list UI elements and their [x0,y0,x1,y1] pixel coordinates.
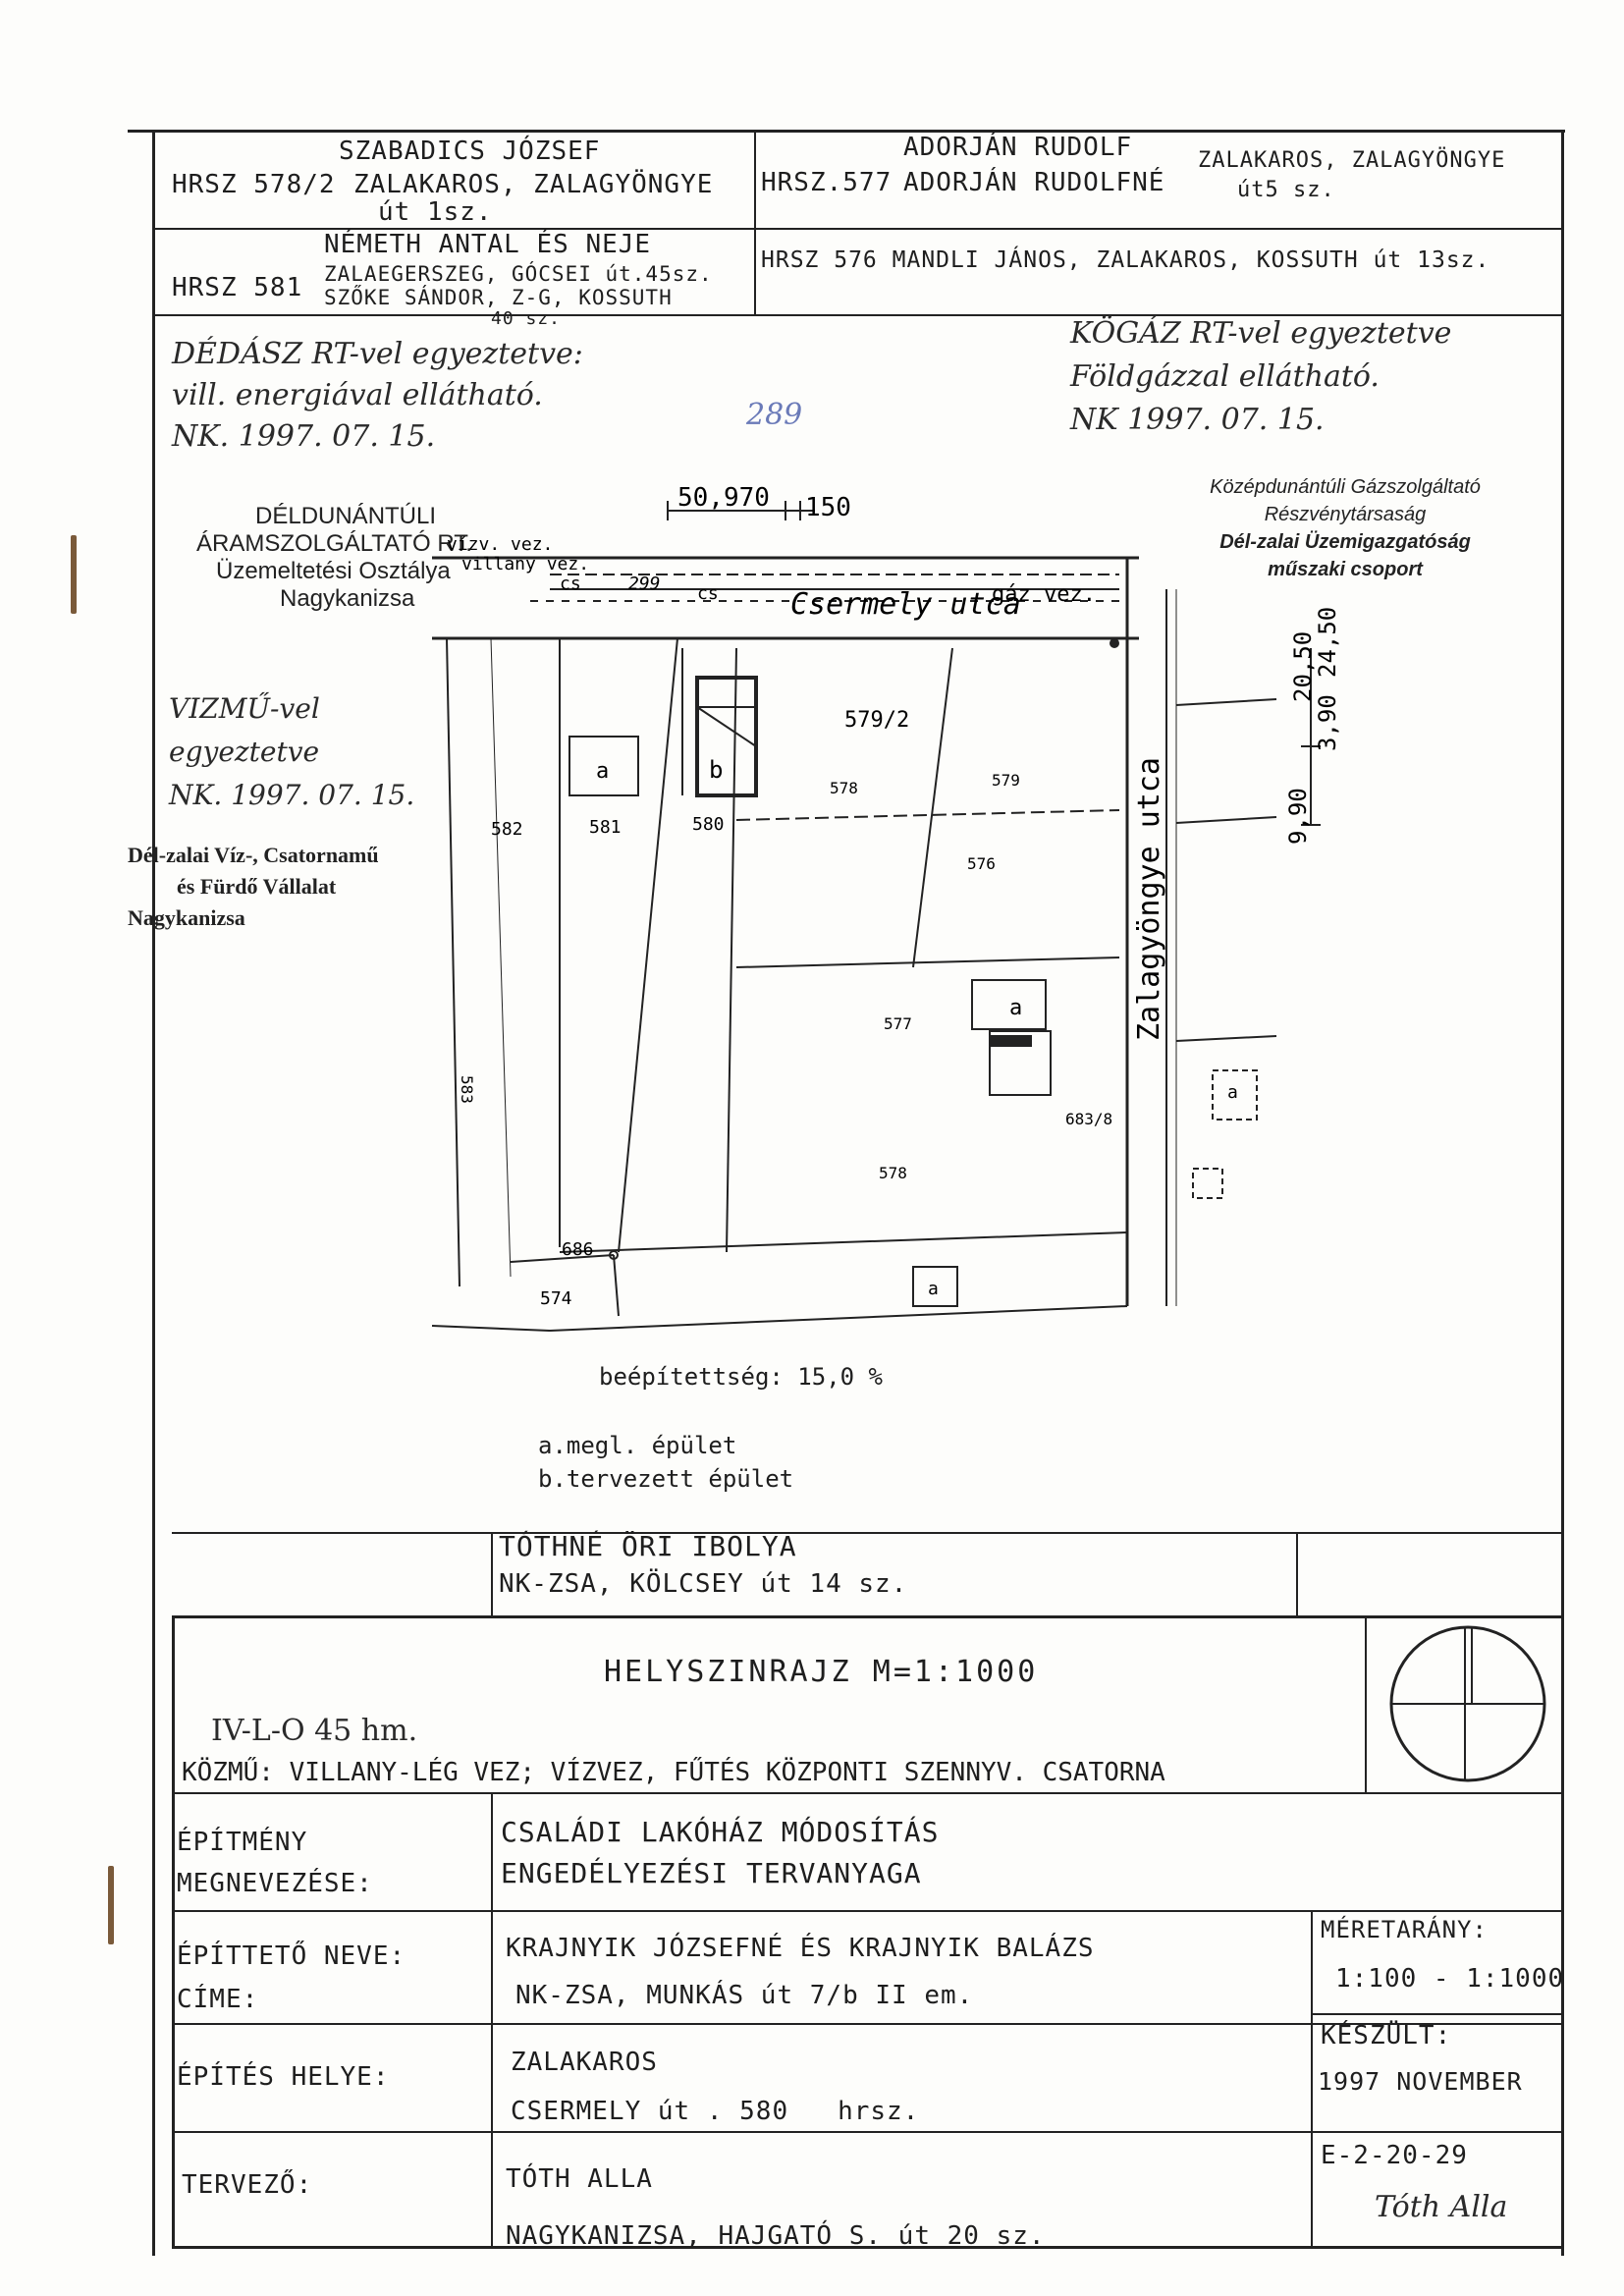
drawing-code: E-2-20-29 [1321,2141,1468,2170]
owner-line-3: SZŐKE SÁNDOR, Z-G, KOSSUTH [324,286,673,309]
designer-signature: Tóth Alla [1375,2190,1508,2224]
building-a-bottom: a [928,1279,939,1299]
kogaz-note: KÖGÁZ RT-vel egyeztetve Földgázzal ellátható. NK 1997. 07. 15. [1070,316,1452,437]
utility-cs-2: cs [697,583,719,604]
hrsz-label: HRSZ 581 [172,273,303,302]
building-b-label: b [709,756,724,784]
client-label: ÉPÍTTETŐ NEVE: CÍME: [177,1941,406,2014]
vizmu-note: VIZMŰ-vel egyeztetve NK. 1997. 07. 15. [169,692,415,811]
parcel-580: 580 [692,814,725,835]
parcel-579: 579 [992,771,1020,790]
address-2: út 1sz. [378,197,493,227]
site-label: ÉPÍTÉS HELYE: [177,2062,390,2092]
building-a-label: a [596,759,610,784]
building-label: ÉPÍTMÉNY MEGNEVEZÉSE: [177,1828,373,1898]
address-2: út5 sz. [1237,178,1335,202]
hrsz-label: HRSZ.577 [761,168,893,197]
street-top-label: Csermely utca [790,587,1021,622]
water-line-label: vízv. vez. [447,534,554,555]
owner-name: SZABADICS JÓZSEF [339,137,601,166]
address: ZALAKAROS, ZALAGYÖNGYE [353,170,714,199]
legend-existing: a.megl. épület [538,1432,737,1459]
address: ZALAKAROS, ZALAGYÖNGYE [1198,148,1506,173]
dim-top-right: 150 [805,493,851,522]
vertical-dim-4: 24,50 [1314,606,1341,678]
owner-2: ADORJÁN RUDOLFNÉ [903,168,1165,197]
parcel-578b: 578 [879,1164,907,1182]
binder-mark-bottom [108,1866,114,1944]
client-value: KRAJNYIK JÓZSEFNÉ ÉS KRAJNYIK BALÁZS NK-ZSA, MUNKÁS út 7/b II em. [506,1934,1095,2010]
owner-line-2: ZALAEGERSZEG, GÓCSEI út.45sz. [324,262,713,286]
gas-line-label: gáz vez. [992,582,1096,607]
parcel-583: 583 [458,1075,476,1104]
site-value: ZALAKAROS CSERMELY út . 580 hrsz. [511,2048,920,2126]
designer-label: TERVEZŐ: [182,2170,313,2200]
date-value: 1997 NOVEMBER [1318,2067,1523,2096]
parcel-576: 576 [967,854,996,873]
vertical-dim-2: 3,90 [1314,694,1341,751]
north-arrow-icon [1375,1620,1561,1787]
neighbor-owner: TÓTHNÉ ÖRI IBOLYA [499,1530,797,1562]
owner-text: HRSZ 576 MANDLI JÁNOS, ZALAKAROS, KOSSUTH út 13sz. [761,247,1490,273]
parcel-582: 582 [491,819,523,840]
parcel-578: 578 [830,779,858,797]
utilities-line: KÖZMŰ: VILLANY-LÉG VEZ; VÍZVEZ, FŰTÉS KÖZPONTI SZENNYV. CSATORNA [182,1758,1165,1787]
vertical-dim-3: 20,50 [1289,630,1317,702]
hrsz-label: HRSZ 578/2 [172,170,336,199]
plan-title: HELYSZINRAJZ M=1:1000 [604,1655,1039,1689]
deoasz-note: DÉDÁSZ RT-vel egyeztetve: vill. energiával ellátható. NK. 1997. 07. 15. [172,337,583,454]
neighbor-address: NK-ZSA, KÖLCSEY út 14 sz. [499,1569,908,1599]
building-a-right: a [1227,1082,1238,1103]
zone-code: IV-L-O 45 hm. [211,1714,418,1748]
parcel-683-8: 683/8 [1065,1110,1113,1128]
deldunantuli-stamp: DÉLDUNÁNTÚLI ÁRAMSZOLGÁLTATÓ RT. Üzemeltetési Osztálya Nagykanizsa [196,503,472,612]
viz-stamp: Dél-zalai Víz-, Csatornamű és Fürdő Vállalat Nagykanizsa [128,843,379,930]
owner-line-1: NÉMETH ANTAL ÉS NEJE [324,230,652,259]
parcel-579-2: 579/2 [844,708,910,733]
vertical-dim-1: 9,90 [1284,788,1312,845]
binder-mark-top [71,535,77,614]
building-value: CSALÁDI LAKÓHÁZ MÓDOSÍTÁS ENGEDÉLYEZÉSI TERVANYAGA [501,1816,940,1889]
dim-top: 50,970 [677,483,770,513]
scale-label: MÉRETARÁNY: [1321,1916,1488,1943]
gaz-stamp: Középdunántúli Gázszolgáltató Részvénytársaság Dél-zalai Üzemigazgatóság műszaki csoport [1210,476,1481,580]
scale-value: 1:100 - 1:1000 [1335,1964,1565,1994]
parcel-686: 686 [562,1239,594,1260]
building-a-577: a [1009,996,1023,1020]
parcel-577: 577 [884,1014,912,1033]
utility-299: 299 [628,574,661,594]
parcel-574: 574 [540,1288,572,1309]
date-label: KÉSZÜLT: [1321,2021,1452,2050]
street-right-label: Zalagyöngye utca [1132,757,1166,1041]
blue-number: 289 [746,398,803,432]
legend-planned: b.tervezett épület [538,1465,794,1493]
designer-value: TÓTH ALLA NAGYKANIZSA, HAJGATÓ S. út 20 sz. [506,2164,1046,2251]
utility-cs-1: cs [560,574,581,594]
electric-line-label: villany vez. [461,554,590,574]
parcel-581: 581 [589,817,622,838]
owner-1: ADORJÁN RUDOLF [903,133,1133,162]
owner-line-4: 40 sz. [491,308,562,329]
built-ratio: beépítettség: 15,0 % [599,1363,883,1391]
